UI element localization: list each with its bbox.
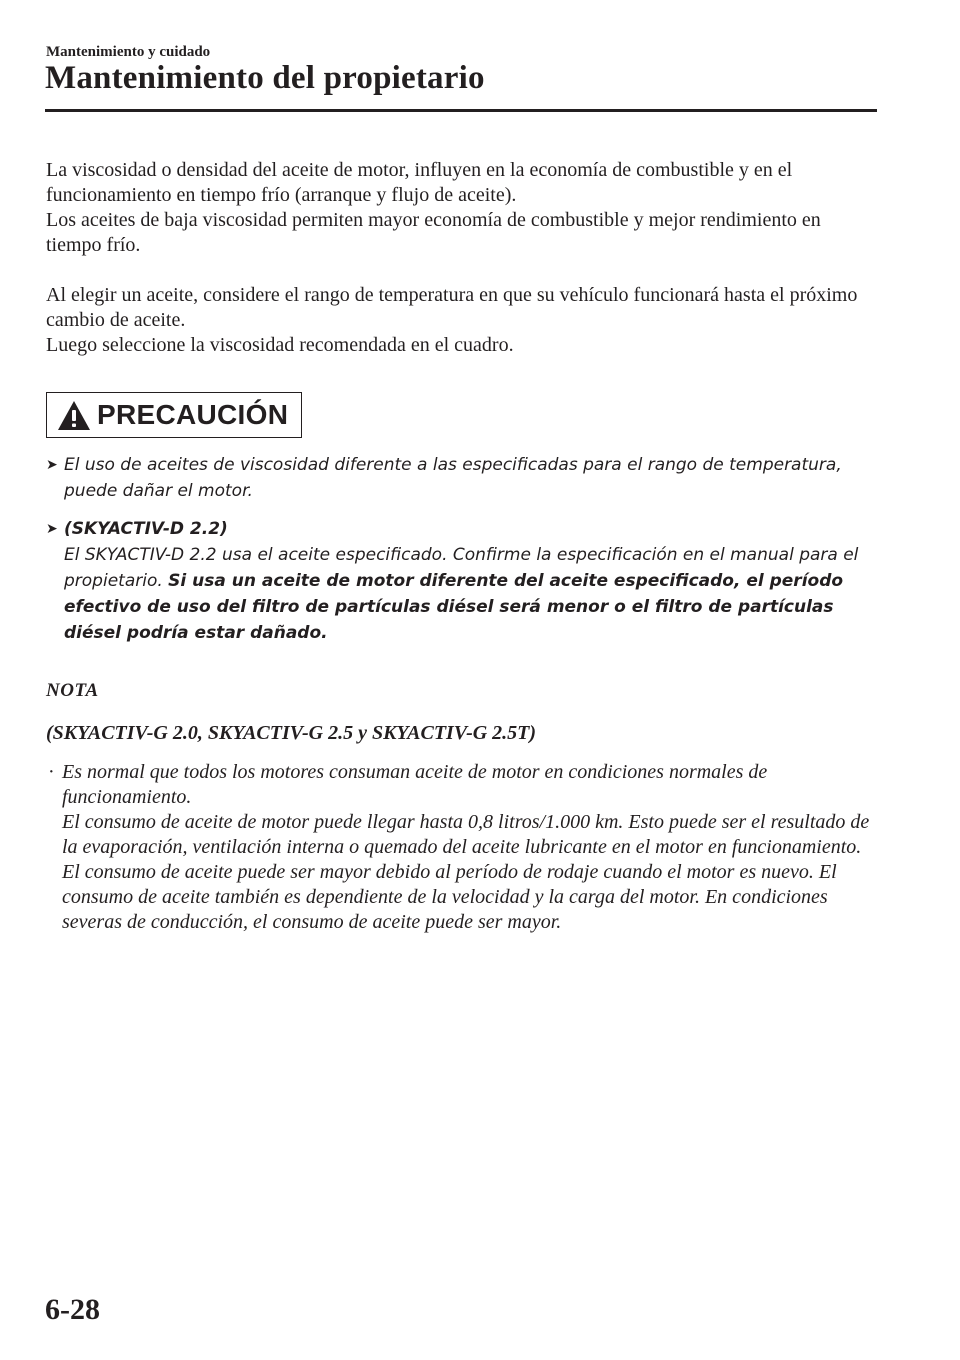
note-line: El consumo de aceite de motor puede llegar hasta 0,8 litros/1.000 km. Esto puede ser el resultado de la evaporación, ventilación interna o quemado del aceite lubricante en el motor en funcionamiento. El consumo de aceite puede ser mayor debido al período de rodaje cuando el motor es nuevo. El consumo de aceite también es dependiente de la velocidad y la carga del motor. En condiciones severas de conducción, el consumo de aceite puede ser mayor. [62, 811, 870, 933]
caution-item-heading: (SKYACTIV-D 2.2) [64, 519, 228, 539]
caution-item-emphasis: Si usa un aceite de motor diferente del aceite especificado, el período efectivo de uso del filtro de partículas diésel será menor o el filtro de partículas diésel podría estar dañado. [64, 571, 844, 643]
paragraph-select-viscosity: Luego seleccione la viscosidad recomendada en el cuadro. [46, 334, 514, 356]
list-item [46, 760, 876, 935]
section-title: Mantenimiento y cuidado [46, 44, 211, 60]
caution-item-text: El uso de aceites de viscosidad diferente a las especificadas para el rango de temperatura, puede dañar el motor. [64, 455, 842, 501]
title-rule [45, 109, 877, 112]
note-label: NOTA [46, 680, 99, 701]
caution-item [46, 452, 886, 504]
caution-item [46, 516, 886, 646]
note-line: Es normal que todos los motores consuman aceite de motor en condiciones normales de funcionamiento. [62, 761, 768, 808]
page-title: Mantenimiento del propietario [45, 60, 485, 96]
body-text [46, 158, 876, 358]
paragraph-temperature-range: Al elegir un aceite, considere el rango de temperatura en que su vehículo funcionará hasta el próximo cambio de aceite. [46, 284, 858, 331]
warning-triangle-icon [57, 400, 91, 431]
caution-label: PRECAUCIÓN [97, 399, 289, 430]
paragraph-viscosity: La viscosidad o densidad del aceite de motor, influyen en la economía de combustible y en el funcionamiento en tiempo frío (arranque y flujo de aceite). [46, 159, 793, 206]
bullet-dot-icon: · [48, 761, 55, 783]
caution-item-text: El SKYACTIV-D 2.2 usa el aceite especificado. Confirme la especificación en el manual para el propietario. [64, 545, 859, 591]
paragraph-low-viscosity: Los aceites de baja viscosidad permiten mayor economía de combustible y mejor rendimiento en tiempo frío. [46, 209, 821, 256]
caution-box [46, 392, 302, 438]
page-number: 6-28 [45, 1293, 100, 1326]
arrow-bullet-icon: ➤ [46, 457, 58, 473]
arrow-bullet-icon: ➤ [46, 521, 58, 537]
caution-list [46, 452, 886, 658]
note-subtitle: (SKYACTIV-G 2.0, SKYACTIV-G 2.5 y SKYACTIV-G 2.5T) [46, 722, 537, 744]
note-list [46, 760, 876, 935]
